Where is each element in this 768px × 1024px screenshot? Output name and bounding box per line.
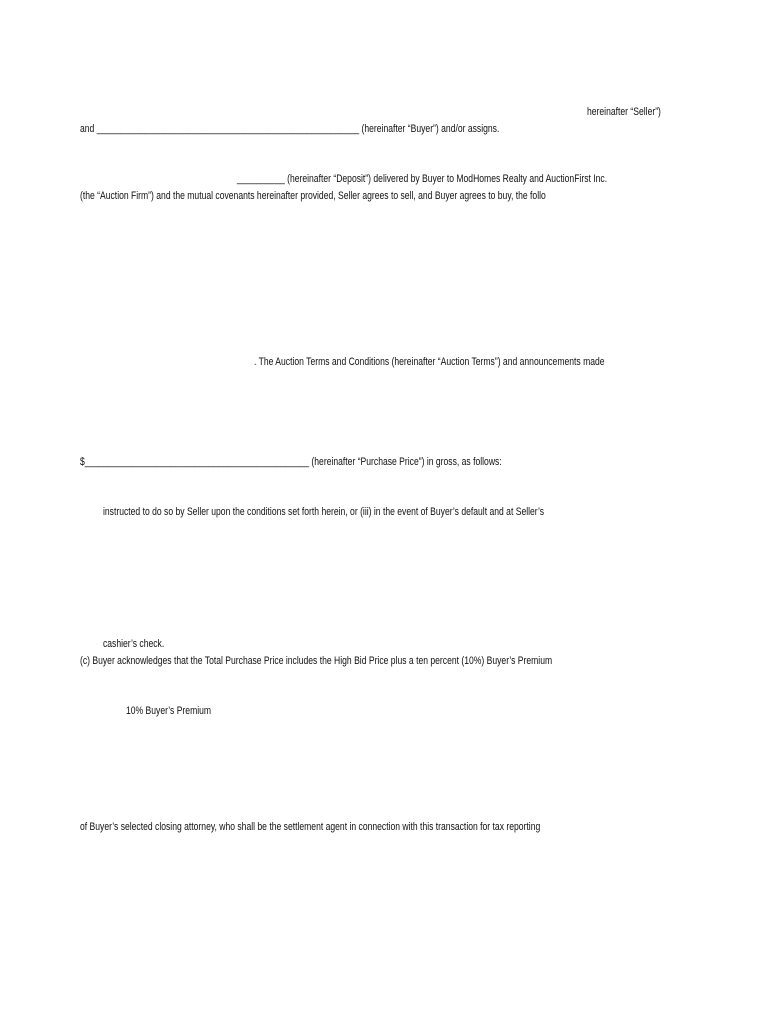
auction-firm-line: (the “Auction Firm”) and the mutual covenants hereinafter provided, Seller agrees to sell, and Buyer agrees to buy, the follo: [80, 190, 546, 202]
clause-c-line: (c) Buyer acknowledges that the Total Purchase Price includes the High Bid Price plus a ten percent (10%) Buyer’s Premium: [80, 655, 553, 667]
auction-terms-line: . The Auction Terms and Conditions (hereinafter “Auction Terms”) and announcements made: [254, 356, 605, 368]
seller-instruction-line: instructed to do so by Seller upon the conditions set forth herein, or (iii) in the event of Buyer’s default and at Seller’s: [103, 506, 545, 518]
seller-designation-line: hereinafter “Seller”): [587, 106, 661, 118]
purchase-price-line: $_______________________________________________ (hereinafter “Purchase Price”) in gross, as follows:: [80, 456, 502, 468]
closing-attorney-line: of Buyer’s selected closing attorney, who shall be the settlement agent in connection with this transaction for tax reporting: [80, 821, 541, 833]
cashiers-check-line: cashier’s check.: [103, 638, 165, 650]
deposit-line: __________ (hereinafter “Deposit”) delivered by Buyer to ModHomes Realty and AuctionFirst Inc.: [237, 173, 608, 185]
buyers-premium-line: 10% Buyer’s Premium: [126, 705, 212, 717]
buyer-designation-line: and _______________________________________________________ (hereinafter “Buyer”) and/or assigns.: [80, 123, 500, 135]
